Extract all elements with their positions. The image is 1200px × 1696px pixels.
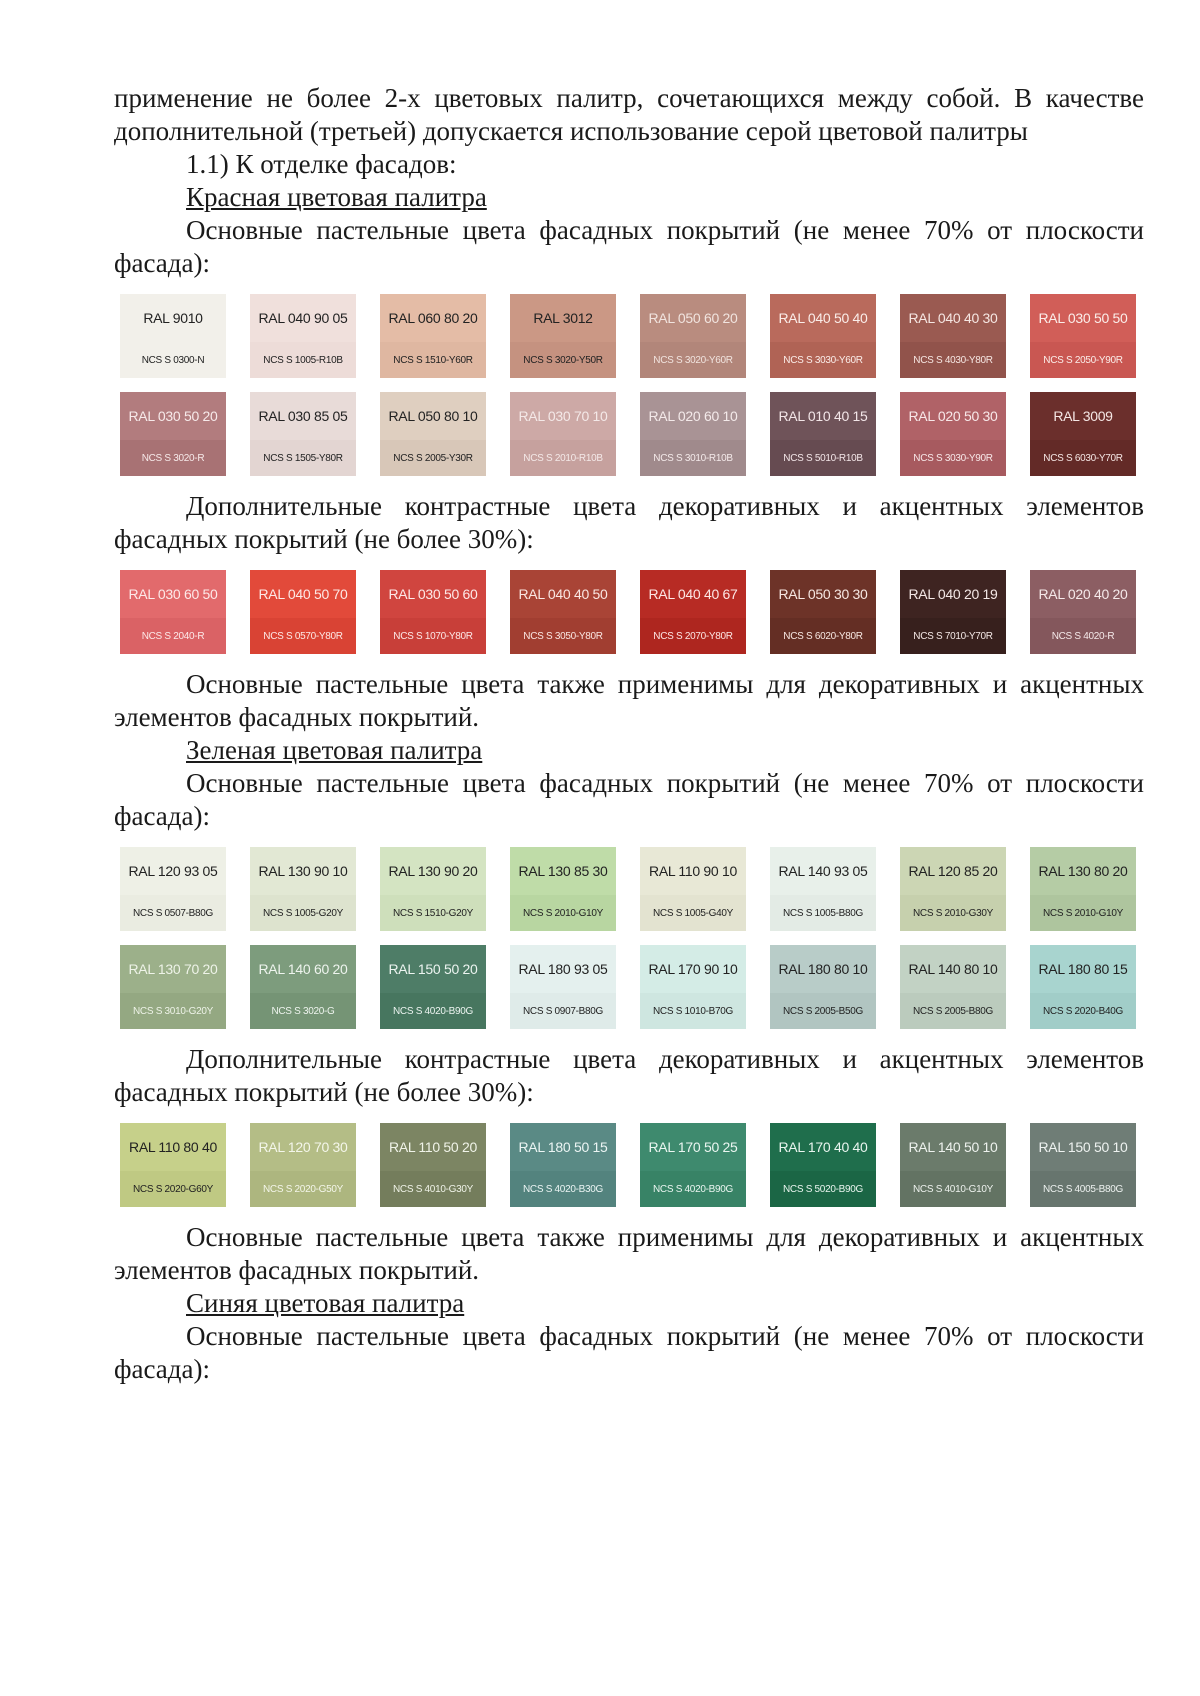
swatch-ncs-code: NCS S 3020-R (120, 440, 226, 476)
color-swatch (640, 294, 746, 378)
color-swatch (250, 570, 356, 654)
swatch-ral-code: RAL 130 85 30 (510, 847, 616, 895)
red-main-swatches-row-1 (120, 294, 1144, 378)
swatch-ral-code: RAL 110 80 40 (120, 1123, 226, 1171)
swatch-ncs-code: NCS S 2020-B40G (1030, 993, 1136, 1029)
swatch-ral-code: RAL 140 93 05 (770, 847, 876, 895)
swatch-ncs-code: NCS S 1510-G20Y (380, 895, 486, 931)
color-swatch (250, 945, 356, 1029)
swatch-ral-code: RAL 030 50 50 (1030, 294, 1136, 342)
color-swatch (640, 1123, 746, 1207)
swatch-ncs-code: NCS S 4020-B90G (380, 993, 486, 1029)
color-swatch (120, 945, 226, 1029)
color-swatch (380, 570, 486, 654)
color-swatch (640, 945, 746, 1029)
swatch-ral-code: RAL 170 40 40 (770, 1123, 876, 1171)
swatch-ral-code: RAL 180 50 15 (510, 1123, 616, 1171)
swatch-ral-code: RAL 040 40 50 (510, 570, 616, 618)
color-swatch (900, 294, 1006, 378)
color-swatch (1030, 294, 1136, 378)
swatch-ncs-code: NCS S 4005-B80G (1030, 1171, 1136, 1207)
swatch-ncs-code: NCS S 6030-Y70R (1030, 440, 1136, 476)
swatch-ral-code: RAL 130 90 10 (250, 847, 356, 895)
swatch-ncs-code: NCS S 4020-B30G (510, 1171, 616, 1207)
swatch-ral-code: RAL 140 80 10 (900, 945, 1006, 993)
color-swatch (380, 392, 486, 476)
swatch-ncs-code: NCS S 7010-Y70R (900, 618, 1006, 654)
swatch-ral-code: RAL 040 40 30 (900, 294, 1006, 342)
green-main-swatches-row-2 (120, 945, 1144, 1029)
swatch-ral-code: RAL 3012 (510, 294, 616, 342)
color-swatch (250, 1123, 356, 1207)
red-main-text: Основные пастельные цвета фасадных покрытий (не менее 70% от плоскости фасада): (114, 215, 1144, 278)
swatch-ncs-code: NCS S 1010-B70G (640, 993, 746, 1029)
swatch-ral-code: RAL 110 90 10 (640, 847, 746, 895)
swatch-ncs-code: NCS S 4030-Y80R (900, 342, 1006, 378)
swatch-ncs-code: NCS S 0570-Y80R (250, 618, 356, 654)
swatch-ncs-code: NCS S 3020-Y50R (510, 342, 616, 378)
swatch-ral-code: RAL 050 80 10 (380, 392, 486, 440)
color-swatch (900, 570, 1006, 654)
color-swatch (640, 392, 746, 476)
color-swatch (770, 1123, 876, 1207)
green-accent-text: Дополнительные контрастные цвета декоративных и акцентных элементов фасадных покрытий (не более 30%): (114, 1044, 1144, 1107)
swatch-ncs-code: NCS S 5010-R10B (770, 440, 876, 476)
swatch-ral-code: RAL 150 50 10 (1030, 1123, 1136, 1171)
swatch-ral-code: RAL 120 85 20 (900, 847, 1006, 895)
swatch-ncs-code: NCS S 1005-G20Y (250, 895, 356, 931)
green-main-text: Основные пастельные цвета фасадных покрытий (не менее 70% от плоскости фасада): (114, 768, 1144, 831)
swatch-ral-code: RAL 040 90 05 (250, 294, 356, 342)
color-swatch (770, 294, 876, 378)
swatch-ncs-code: NCS S 2005-Y30R (380, 440, 486, 476)
swatch-ral-code: RAL 060 80 20 (380, 294, 486, 342)
green-palette-heading: Зеленая цветовая палитра (186, 735, 483, 765)
color-swatch (1030, 847, 1136, 931)
facades-item: 1.1) К отделке фасадов: (186, 149, 457, 179)
swatch-ncs-code: NCS S 3010-R10B (640, 440, 746, 476)
swatch-ncs-code: NCS S 0907-B80G (510, 993, 616, 1029)
swatch-ncs-code: NCS S 3020-G (250, 993, 356, 1029)
color-swatch (770, 570, 876, 654)
color-swatch (900, 1123, 1006, 1207)
color-swatch (1030, 570, 1136, 654)
swatch-ncs-code: NCS S 2050-Y90R (1030, 342, 1136, 378)
color-swatch (380, 945, 486, 1029)
green-main-swatches-row-1 (120, 847, 1144, 931)
color-swatch (120, 847, 226, 931)
swatch-ncs-code: NCS S 2020-G60Y (120, 1171, 226, 1207)
color-swatch (900, 945, 1006, 1029)
swatch-ral-code: RAL 040 50 70 (250, 570, 356, 618)
swatch-ral-code: RAL 130 80 20 (1030, 847, 1136, 895)
swatch-ncs-code: NCS S 5020-B90G (770, 1171, 876, 1207)
swatch-ral-code: RAL 030 70 10 (510, 392, 616, 440)
swatch-ncs-code: NCS S 1505-Y80R (250, 440, 356, 476)
color-swatch (380, 294, 486, 378)
swatch-ral-code: RAL 030 50 20 (120, 392, 226, 440)
swatch-ral-code: RAL 140 60 20 (250, 945, 356, 993)
swatch-ral-code: RAL 130 90 20 (380, 847, 486, 895)
swatch-ncs-code: NCS S 2010-G10Y (1030, 895, 1136, 931)
swatch-ral-code: RAL 130 70 20 (120, 945, 226, 993)
red-palette-heading: Красная цветовая палитра (186, 182, 487, 212)
green-accent-swatches-row (120, 1123, 1144, 1207)
swatch-ncs-code: NCS S 1510-Y60R (380, 342, 486, 378)
swatch-ral-code: RAL 040 50 40 (770, 294, 876, 342)
color-swatch (640, 570, 746, 654)
swatch-ncs-code: NCS S 1005-R10B (250, 342, 356, 378)
swatch-ral-code: RAL 030 85 05 (250, 392, 356, 440)
blue-palette-heading: Синяя цветовая палитра (186, 1288, 465, 1318)
swatch-ral-code: RAL 150 50 20 (380, 945, 486, 993)
swatch-ral-code: RAL 030 60 50 (120, 570, 226, 618)
swatch-ncs-code: NCS S 1005-G40Y (640, 895, 746, 931)
color-swatch (250, 294, 356, 378)
color-swatch (770, 392, 876, 476)
color-swatch (640, 847, 746, 931)
swatch-ral-code: RAL 9010 (120, 294, 226, 342)
swatch-ncs-code: NCS S 6020-Y80R (770, 618, 876, 654)
red-main-swatches-row-2 (120, 392, 1144, 476)
swatch-ral-code: RAL 180 80 15 (1030, 945, 1136, 993)
swatch-ncs-code: NCS S 4010-G10Y (900, 1171, 1006, 1207)
swatch-ncs-code: NCS S 2010-G10Y (510, 895, 616, 931)
swatch-ncs-code: NCS S 3020-Y60R (640, 342, 746, 378)
swatch-ral-code: RAL 040 20 19 (900, 570, 1006, 618)
green-note: Основные пастельные цвета также применимы для декоративных и акцентных элементов фасадных покрытий. (114, 1222, 1144, 1285)
swatch-ncs-code: NCS S 3050-Y80R (510, 618, 616, 654)
color-swatch (120, 294, 226, 378)
color-swatch (900, 847, 1006, 931)
color-swatch (1030, 1123, 1136, 1207)
swatch-ral-code: RAL 180 93 05 (510, 945, 616, 993)
blue-main-text: Основные пастельные цвета фасадных покрытий (не менее 70% от плоскости фасада): (114, 1321, 1144, 1384)
swatch-ral-code: RAL 170 90 10 (640, 945, 746, 993)
color-swatch (510, 945, 616, 1029)
color-swatch (510, 847, 616, 931)
swatch-ncs-code: NCS S 0300-N (120, 342, 226, 378)
swatch-ral-code: RAL 020 50 30 (900, 392, 1006, 440)
swatch-ncs-code: NCS S 2040-R (120, 618, 226, 654)
color-swatch (510, 570, 616, 654)
color-swatch (120, 392, 226, 476)
intro-paragraph: применение не более 2-х цветовых палитр, сочетающихся между собой. В качестве дополнительной (третьей) допускается использование серой цветовой палитры (114, 83, 1144, 146)
color-swatch (510, 294, 616, 378)
red-note: Основные пастельные цвета также применимы для декоративных и акцентных элементов фасадных покрытий. (114, 669, 1144, 732)
swatch-ral-code: RAL 140 50 10 (900, 1123, 1006, 1171)
swatch-ral-code: RAL 020 60 10 (640, 392, 746, 440)
swatch-ncs-code: NCS S 2005-B50G (770, 993, 876, 1029)
swatch-ral-code: RAL 020 40 20 (1030, 570, 1136, 618)
swatch-ncs-code: NCS S 2020-G50Y (250, 1171, 356, 1207)
swatch-ncs-code: NCS S 3010-G20Y (120, 993, 226, 1029)
swatch-ral-code: RAL 120 70 30 (250, 1123, 356, 1171)
swatch-ncs-code: NCS S 4020-B90G (640, 1171, 746, 1207)
swatch-ral-code: RAL 050 60 20 (640, 294, 746, 342)
swatch-ral-code: RAL 170 50 25 (640, 1123, 746, 1171)
swatch-ral-code: RAL 010 40 15 (770, 392, 876, 440)
swatch-ncs-code: NCS S 2010-G30Y (900, 895, 1006, 931)
color-swatch (770, 945, 876, 1029)
red-accent-swatches-row (120, 570, 1144, 654)
swatch-ncs-code: NCS S 1070-Y80R (380, 618, 486, 654)
color-swatch (510, 1123, 616, 1207)
swatch-ncs-code: NCS S 2010-R10B (510, 440, 616, 476)
color-swatch (380, 1123, 486, 1207)
color-swatch (900, 392, 1006, 476)
swatch-ncs-code: NCS S 0507-B80G (120, 895, 226, 931)
document-page (114, 82, 1144, 1386)
swatch-ncs-code: NCS S 4020-R (1030, 618, 1136, 654)
swatch-ncs-code: NCS S 2005-B80G (900, 993, 1006, 1029)
swatch-ral-code: RAL 180 80 10 (770, 945, 876, 993)
swatch-ral-code: RAL 040 40 67 (640, 570, 746, 618)
swatch-ral-code: RAL 050 30 30 (770, 570, 876, 618)
swatch-ncs-code: NCS S 1005-B80G (770, 895, 876, 931)
swatch-ral-code: RAL 110 50 20 (380, 1123, 486, 1171)
red-accent-text: Дополнительные контрастные цвета декоративных и акцентных элементов фасадных покрытий (не более 30%): (114, 491, 1144, 554)
color-swatch (120, 1123, 226, 1207)
color-swatch (1030, 392, 1136, 476)
color-swatch (380, 847, 486, 931)
swatch-ral-code: RAL 030 50 60 (380, 570, 486, 618)
color-swatch (250, 847, 356, 931)
swatch-ncs-code: NCS S 3030-Y90R (900, 440, 1006, 476)
color-swatch (250, 392, 356, 476)
swatch-ral-code: RAL 120 93 05 (120, 847, 226, 895)
color-swatch (510, 392, 616, 476)
color-swatch (770, 847, 876, 931)
color-swatch (1030, 945, 1136, 1029)
swatch-ral-code: RAL 3009 (1030, 392, 1136, 440)
swatch-ncs-code: NCS S 2070-Y80R (640, 618, 746, 654)
swatch-ncs-code: NCS S 3030-Y60R (770, 342, 876, 378)
color-swatch (120, 570, 226, 654)
swatch-ncs-code: NCS S 4010-G30Y (380, 1171, 486, 1207)
